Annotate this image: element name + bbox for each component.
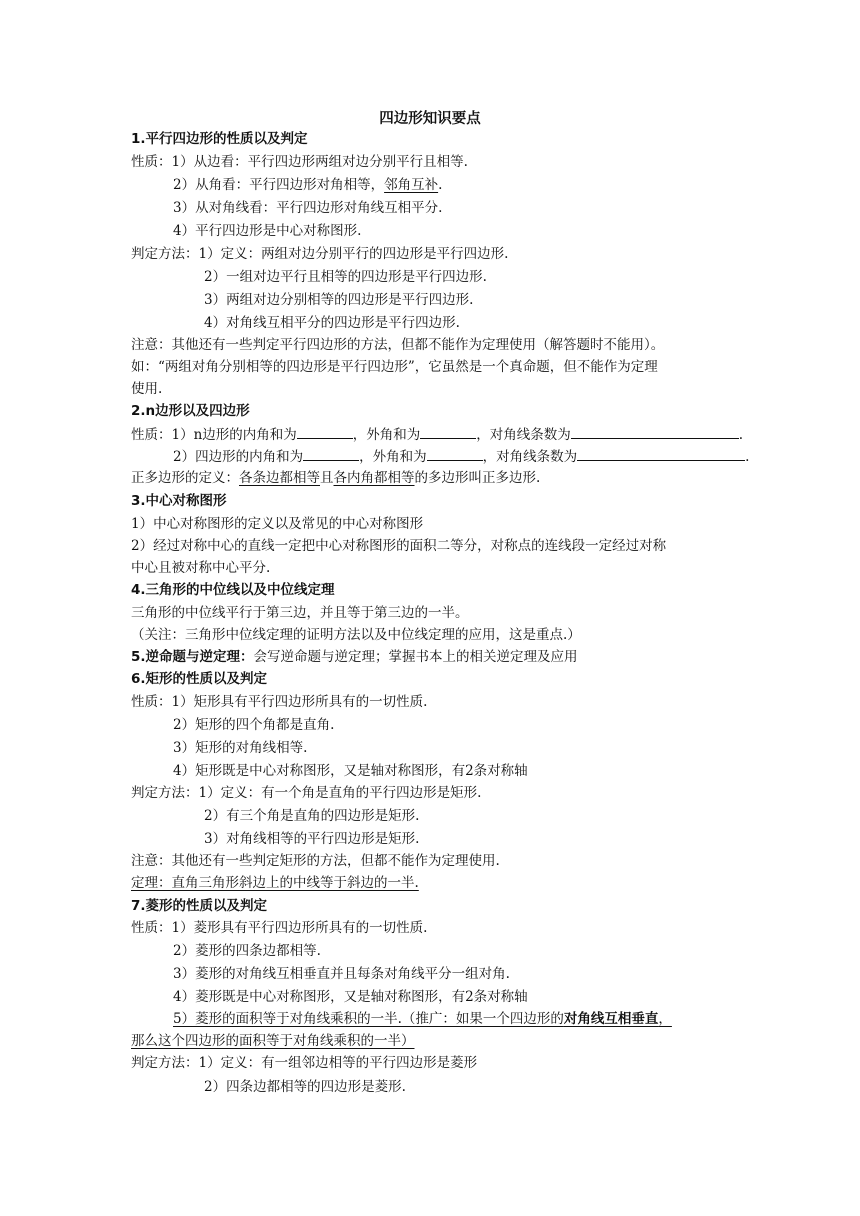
- fill-blank: [577, 446, 745, 461]
- text-line: 中心且被对称中心平分.: [131, 560, 271, 576]
- text-line: 注意：其他还有一些判定平行四边形的方法，但都不能作为定理使用（解答题时不能用）。: [131, 337, 665, 353]
- text-line: 2）经过对称中心的直线一定把中心对称图形的面积二等分，对称点的连线段一定经过对称: [131, 538, 667, 554]
- text-line: 如：“两组对角分别相等的四边形是平行四边形”，它虽然是一个真命题，但不能作为定理: [131, 359, 658, 375]
- section-heading: 6.矩形的性质以及判定: [131, 671, 268, 687]
- text-span: ，外角和为: [352, 427, 421, 443]
- text-line: 4）对角线互相平分的四边形是平行四边形.: [204, 315, 460, 331]
- text-line: 3）从对角线看：平行四边形对角线互相平分.: [173, 200, 443, 216]
- text-line: 性质：1）从边看：平行四边形两组对边分别平行且相等.: [131, 154, 468, 170]
- text-line: 判定方法：1）定义：有一组邻边相等的平行四边形是菱形: [131, 1055, 478, 1071]
- page-title: 四边形知识要点: [379, 110, 481, 127]
- text-line: 3）两组对边分别相等的四边形是平行四边形.: [204, 292, 474, 308]
- text-line: [131, 468, 540, 488]
- text-line: 2）一组对边平行且相等的四边形是平行四边形.: [204, 269, 487, 285]
- underlined-text: 邻角互补: [384, 177, 439, 193]
- text-line: 使用.: [131, 381, 163, 397]
- text-span: 性质：1）n边形的内角和为: [131, 427, 297, 443]
- text-span: ，外角和为: [359, 449, 427, 465]
- text-line: 注意：其他还有一些判定矩形的方法，但都不能作为定理使用.: [131, 853, 500, 869]
- underlined-text: 各内角都相等: [333, 470, 415, 486]
- text-span: 正多边形的定义：: [131, 470, 239, 486]
- text-span: .: [738, 427, 744, 443]
- section-heading: 1.平行四边形的性质以及判定: [131, 131, 308, 147]
- text-span: ，对角线条数为: [482, 449, 578, 465]
- text-line: 三角形的中位线平行于第三边，并且等于第三边的一半。: [131, 605, 469, 621]
- text-line: （关注：三角形中位线定理的证明方法以及中位线定理的应用，这是重点.）: [131, 627, 581, 643]
- text-span: 且: [320, 470, 334, 486]
- text-span: 会写逆命题与逆定理；掌握书本上的相关逆定理及应用: [253, 649, 578, 665]
- text-line: 2）四条边都相等的四边形是菱形.: [204, 1079, 406, 1095]
- underlined-text: 那么这个四边形的面积等于对角线乘积的一半）: [131, 1033, 415, 1049]
- section-heading: 3.中心对称图形: [131, 493, 227, 509]
- text-line: [131, 424, 743, 445]
- text-line: 性质：1）菱形具有平行四边形所具有的一切性质.: [131, 920, 428, 936]
- text-line: 判定方法：1）定义：两组对边分别平行的四边形是平行四边形.: [131, 246, 509, 262]
- text-span: ，: [658, 1011, 672, 1027]
- underlined-text: [173, 1009, 672, 1029]
- fill-blank: [571, 424, 739, 439]
- text-line: [173, 175, 442, 195]
- text-line: 3）菱形的对角线互相垂直并且每条对角线平分一组对角.: [173, 966, 510, 982]
- text-line: 1）中心对称图形的定义以及常见的中心对称图形: [131, 516, 424, 532]
- text-line: 性质：1）矩形具有平行四边形所具有的一切性质.: [131, 694, 428, 710]
- text-span: 2）四边形的内角和为: [173, 449, 304, 465]
- bold-text: 对角线互相垂直: [563, 1011, 659, 1027]
- text-line: 3）对角线相等的平行四边形是矩形.: [204, 831, 420, 847]
- underlined-text: 各条边都相等: [239, 470, 320, 486]
- text-line: 判定方法：1）定义：有一个角是直角的平行四边形是矩形.: [131, 785, 482, 801]
- text-line: 2）有三个角是直角的四边形是矩形.: [204, 808, 420, 824]
- text-span: ，对角线条数为: [476, 427, 571, 443]
- section-heading: 5.逆命题与逆定理：: [131, 649, 254, 665]
- underlined-theorem: 定理：直角三角形斜边上的中线等于斜边的一半.: [131, 875, 419, 891]
- fill-blank: [427, 446, 483, 461]
- text-span: 的多边形叫正多边形.: [414, 470, 541, 486]
- fill-blank: [420, 424, 476, 439]
- text-line: [173, 446, 749, 467]
- text-line: 2）矩形的四个角都是直角.: [173, 717, 335, 733]
- section-heading: 2.n边形以及四边形: [131, 403, 250, 419]
- section-heading: 4.三角形的中位线以及中位线定理: [131, 582, 335, 598]
- text-line: 3）矩形的对角线相等.: [173, 740, 308, 756]
- text-line: 4）平行四边形是中心对称图形.: [173, 223, 362, 239]
- text-line: 4）矩形既是中心对称图形，又是轴对称图形，有2条对称轴: [173, 763, 528, 779]
- text-line: [131, 647, 578, 667]
- text-span: 5）菱形的面积等于对角线乘积的一半.（推广：如果一个四边形的: [173, 1011, 564, 1027]
- fill-blank: [297, 424, 353, 439]
- text-line: 4）菱形既是中心对称图形，又是轴对称图形，有2条对称轴: [173, 989, 528, 1005]
- text-line: 2）菱形的四条边都相等.: [173, 943, 321, 959]
- fill-blank: [303, 446, 359, 461]
- text-span: 2）从角看：平行四边形对角相等，: [173, 177, 385, 193]
- text-span: .: [438, 177, 443, 193]
- section-heading: 7.菱形的性质以及判定: [131, 898, 268, 914]
- text-span: .: [745, 449, 750, 465]
